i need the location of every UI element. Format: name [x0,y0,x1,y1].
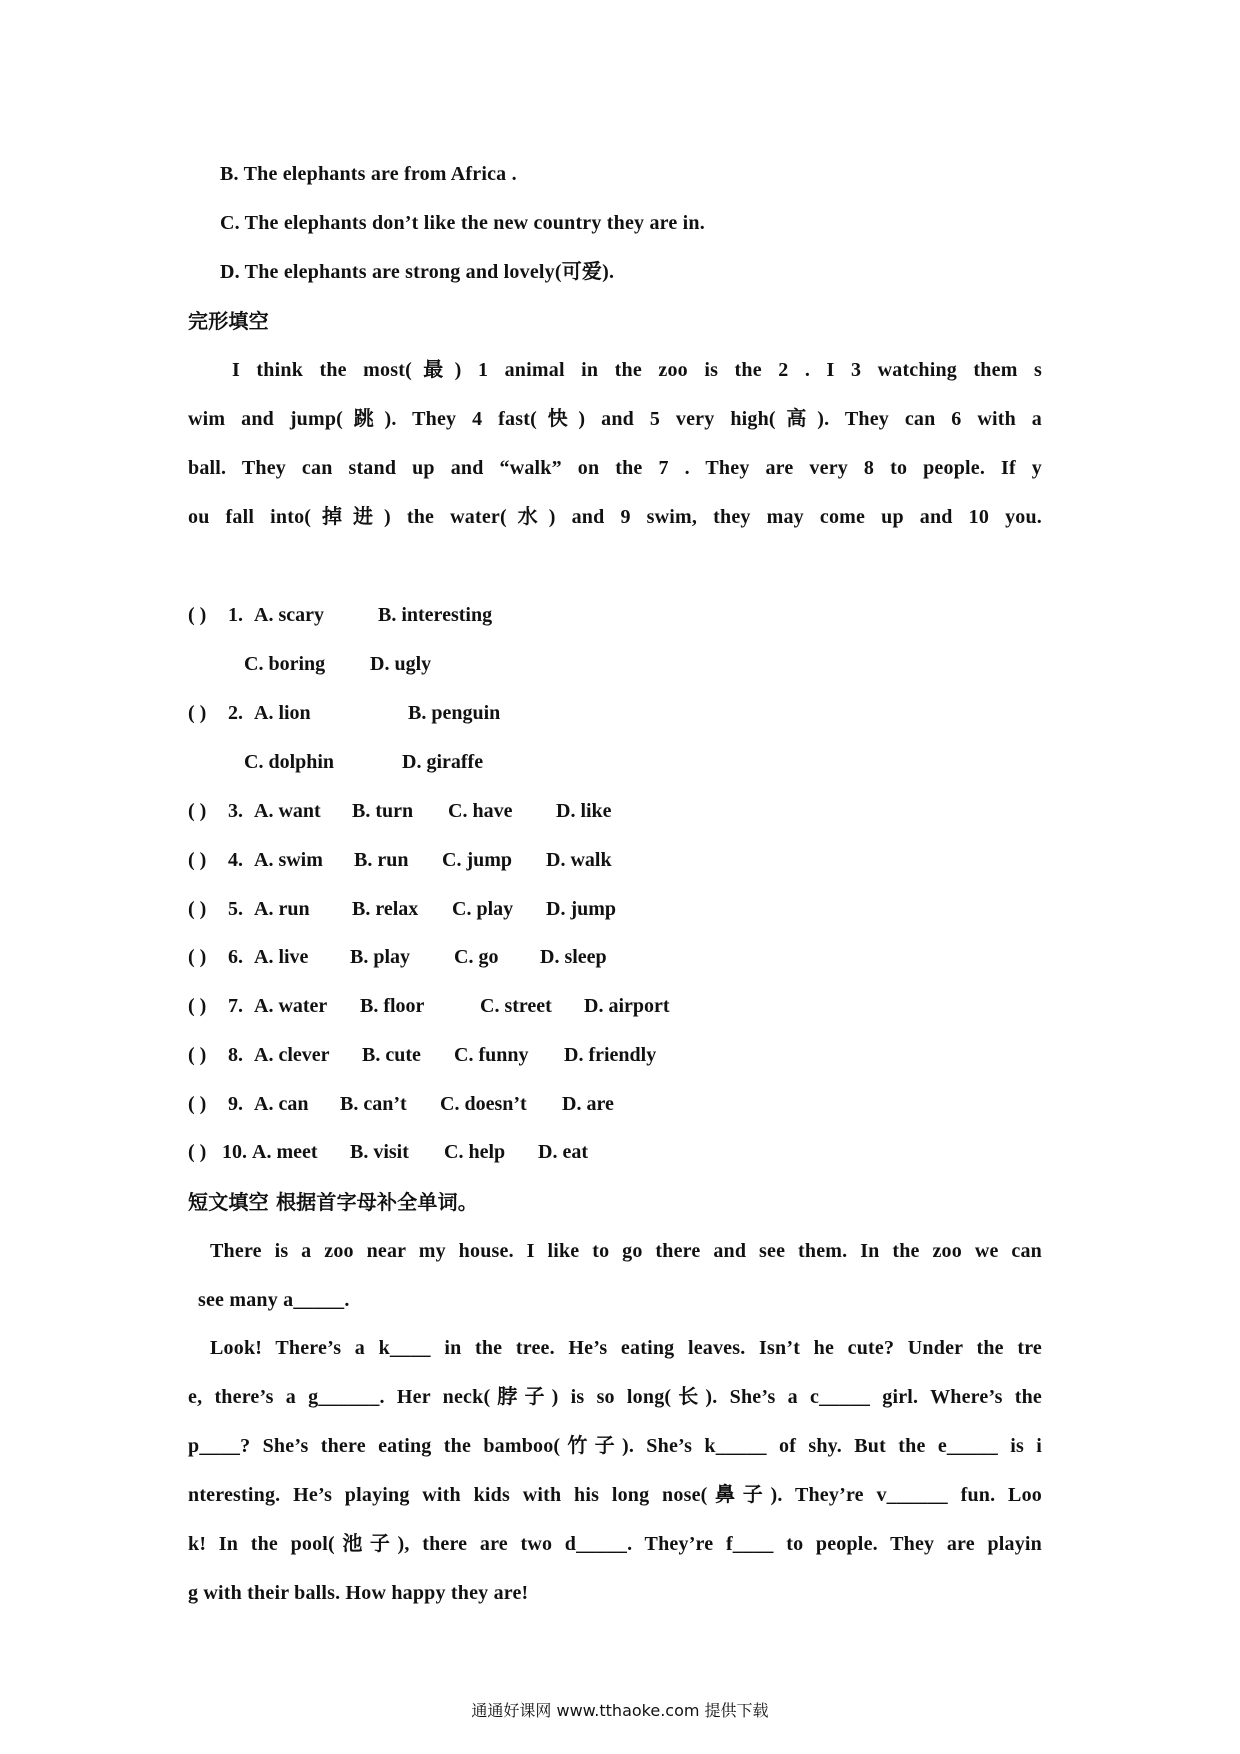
q3-option-a: A. want [254,800,321,822]
q3-paren: ( ) [188,800,207,822]
q10-paren: ( ) [188,1141,207,1163]
q2-option-d: D. giraffe [402,751,484,773]
q7-paren: ( ) [188,995,207,1017]
page-footer: 通通好课网 www.tthaoke.com 提供下载 [471,1701,769,1720]
q5-option-a: A. run [254,898,310,920]
q8-option-a: A. clever [254,1044,330,1066]
fill-line-7: k! In the pool(池子), there are two d_____. They’re f____ to people. They are playin [188,1533,1042,1555]
q3-option-d: D. like [556,800,612,822]
q4-number: 4. [228,849,243,871]
q9-option-c: C. doesn’t [440,1093,527,1115]
q8-option-d: D. friendly [564,1044,657,1066]
q5-number: 5. [228,898,243,920]
q5-option-b: B. relax [352,898,419,920]
fill-title: 短文填空 根据首字母补全单词。 [188,1190,478,1214]
q7-option-a: A. water [254,995,328,1017]
q1-number: 1. [228,604,243,626]
fill-line-3: Look! There’s a k____ in the tree. He’s eating leaves. Isn’t he cute? Under the tre [210,1337,1042,1359]
q4-option-a: A. swim [254,849,323,871]
q1-option-c: C. boring [244,653,326,675]
q9-option-b: B. can’t [340,1093,407,1115]
option-d-elephants: D. The elephants are strong and lovely(可爱). [220,261,615,283]
q10-option-d: D. eat [538,1141,588,1163]
cloze-passage-line-2: wim and jump(跳). They 4 fast(快) and 5 very high(高). They can 6 with a [188,408,1042,430]
q7-number: 7. [228,995,243,1017]
cloze-passage-line-3: ball. They can stand up and “walk” on the 7 . They are very 8 to people. If y [188,457,1042,479]
fill-line-2: see many a_____. [198,1289,350,1311]
q8-paren: ( ) [188,1044,207,1066]
q10-option-a: A. meet [252,1141,318,1163]
q6-option-c: C. go [454,946,499,968]
q8-number: 8. [228,1044,243,1066]
q6-option-d: D. sleep [540,946,607,968]
fill-line-4: e, there’s a g______. Her neck(脖子) is so long(长). She’s a c_____ girl. Where’s the [188,1386,1042,1408]
fill-line-5: p____? She’s there eating the bamboo(竹子). She’s k_____ of shy. But the e_____ is i [188,1435,1042,1457]
q2-number: 2. [228,702,243,724]
q9-option-a: A. can [254,1093,309,1115]
option-c-elephants: C. The elephants don’t like the new country they are in. [220,212,705,234]
cloze-passage-line-1: I think the most(最) 1 animal in the zoo is the 2 . I 3 watching them s [232,359,1042,381]
q9-paren: ( ) [188,1093,207,1115]
q2-paren: ( ) [188,702,207,724]
q1-option-b: B. interesting [378,604,493,626]
q2-option-b: B. penguin [408,702,501,724]
q9-option-d: D. are [562,1093,614,1115]
q10-option-c: C. help [444,1141,506,1163]
q10-option-b: B. visit [350,1141,409,1163]
q7-option-d: D. airport [584,995,670,1017]
cloze-passage-line-4: ou fall into(掉进) the water(水) and 9 swim, they may come up and 10 you. [188,506,1042,528]
q1-paren: ( ) [188,604,207,626]
q1-option-a: A. scary [254,604,324,626]
q5-option-c: C. play [452,898,514,920]
q2-option-a: A. lion [254,702,311,724]
cloze-title: 完形填空 [188,309,269,333]
q3-option-c: C. have [448,800,513,822]
q5-option-d: D. jump [546,898,617,920]
q6-number: 6. [228,946,243,968]
q6-paren: ( ) [188,946,207,968]
q3-option-b: B. turn [352,800,414,822]
q3-number: 3. [228,800,243,822]
q5-paren: ( ) [188,898,207,920]
option-b-elephants: B. The elephants are from Africa . [220,163,517,185]
q4-option-d: D. walk [546,849,612,871]
q10-number: 10. [222,1141,247,1163]
q1-option-d: D. ugly [370,653,432,675]
fill-line-1: There is a zoo near my house. I like to go there and see them. In the zoo we can [210,1240,1042,1262]
q7-option-b: B. floor [360,995,425,1017]
q4-option-b: B. run [354,849,409,871]
q9-number: 9. [228,1093,243,1115]
q6-option-a: A. live [254,946,309,968]
q4-option-c: C. jump [442,849,513,871]
q7-option-c: C. street [480,995,552,1017]
q6-option-b: B. play [350,946,411,968]
q4-paren: ( ) [188,849,207,871]
q8-option-c: C. funny [454,1044,529,1066]
fill-line-8: g with their balls. How happy they are! [188,1582,529,1604]
q2-option-c: C. dolphin [244,751,335,773]
fill-line-6: nteresting. He’s playing with kids with his long nose(鼻子). They’re v______ fun. Loo [188,1484,1042,1506]
q8-option-b: B. cute [362,1044,421,1066]
